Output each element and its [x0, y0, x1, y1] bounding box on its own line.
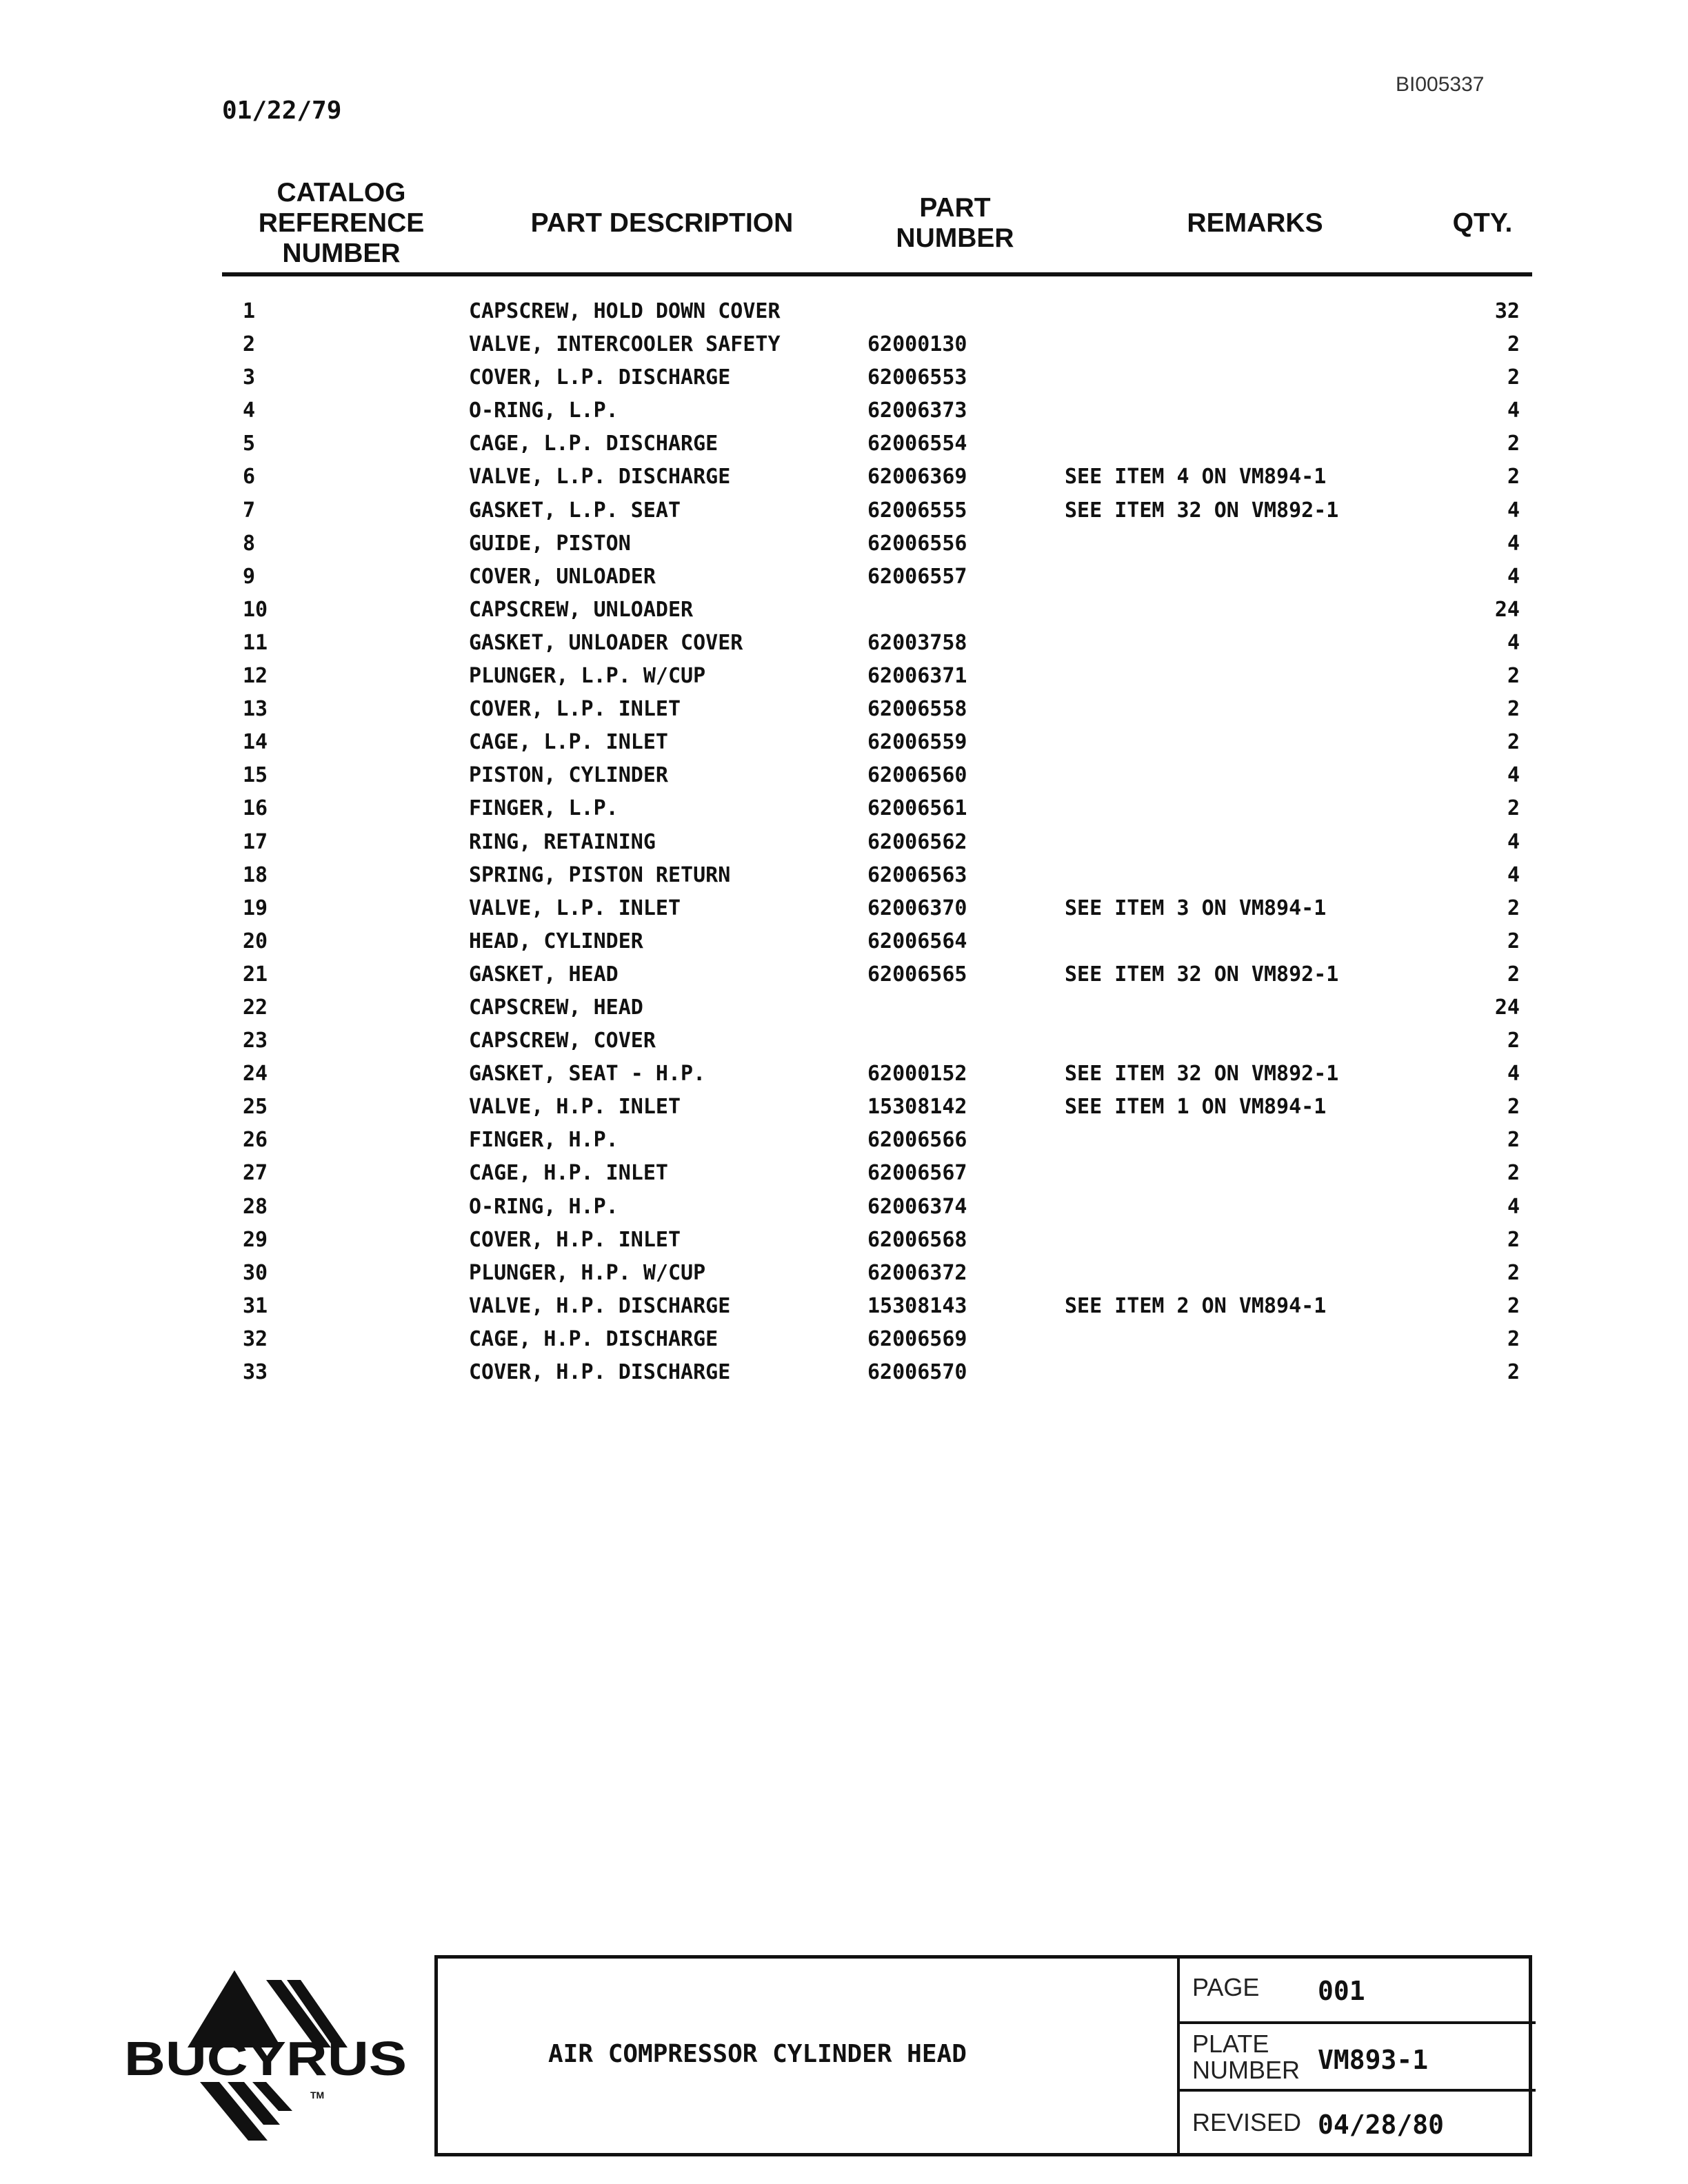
qty-cell: 2 — [1507, 465, 1520, 489]
parts-list — [0, 295, 1688, 1389]
part-description-cell: VALVE, H.P. DISCHARGE — [469, 1293, 731, 1318]
part-number-cell: 62006562 — [867, 829, 967, 854]
catalog-reference-cell: 14 — [243, 730, 268, 755]
plate-number-row — [1180, 2024, 1536, 2092]
table-row — [0, 1058, 1688, 1091]
part-number-cell: 62006554 — [867, 432, 967, 456]
catalog-reference-cell: 29 — [243, 1227, 268, 1252]
part-description-cell: VALVE, L.P. INLET — [469, 896, 681, 920]
table-row — [0, 627, 1688, 660]
table-row — [0, 394, 1688, 427]
remarks-cell: SEE ITEM 4 ON VM894-1 — [1065, 465, 1327, 489]
qty-cell: 2 — [1507, 1227, 1520, 1252]
part-number-cell: 62006555 — [867, 498, 967, 523]
part-number-cell: 15308142 — [867, 1095, 967, 1120]
remarks-cell: SEE ITEM 32 ON VM892-1 — [1065, 498, 1339, 523]
part-description-cell: CAGE, H.P. DISCHARGE — [469, 1326, 719, 1351]
catalog-reference-cell: 2 — [243, 332, 256, 357]
table-row — [0, 925, 1688, 958]
catalog-reference-cell: 11 — [243, 630, 268, 655]
table-row — [0, 1124, 1688, 1157]
qty-cell: 2 — [1507, 1029, 1520, 1053]
part-number-cell: 62006565 — [867, 962, 967, 987]
column-header-part-number: PART NUMBER — [896, 193, 1014, 253]
catalog-reference-cell: 4 — [243, 398, 256, 423]
table-row — [0, 1091, 1688, 1124]
part-number-cell: 62006369 — [867, 465, 967, 489]
part-number-cell: 62006564 — [867, 929, 967, 953]
part-number-cell: 62003758 — [867, 630, 967, 655]
table-row — [0, 427, 1688, 461]
page-row — [1180, 1955, 1536, 2024]
part-description-cell: CAGE, H.P. INLET — [469, 1161, 668, 1186]
catalog-reference-cell: 3 — [243, 365, 256, 390]
table-row — [0, 1290, 1688, 1323]
catalog-reference-cell: 28 — [243, 1194, 268, 1219]
qty-cell: 2 — [1507, 332, 1520, 357]
table-row — [0, 1257, 1688, 1290]
qty-cell: 2 — [1507, 730, 1520, 755]
part-number-cell: 62006568 — [867, 1227, 967, 1252]
catalog-reference-cell: 31 — [243, 1293, 268, 1318]
part-number-cell: 62006570 — [867, 1360, 967, 1384]
qty-cell: 4 — [1507, 1194, 1520, 1219]
catalog-reference-cell: 24 — [243, 1062, 268, 1086]
part-description-cell: O-RING, L.P. — [469, 398, 619, 423]
part-description-cell: PLUNGER, H.P. W/CUP — [469, 1260, 706, 1285]
part-number-cell: 62006557 — [867, 564, 967, 589]
catalog-reference-cell: 25 — [243, 1095, 268, 1120]
table-row — [0, 560, 1688, 594]
remarks-cell: SEE ITEM 32 ON VM892-1 — [1065, 1062, 1339, 1086]
catalog-reference-cell: 32 — [243, 1326, 268, 1351]
part-description-cell: VALVE, INTERCOOLER SAFETY — [469, 332, 781, 357]
qty-cell: 4 — [1507, 531, 1520, 556]
qty-cell: 4 — [1507, 498, 1520, 523]
qty-cell: 2 — [1507, 1360, 1520, 1384]
part-description-cell: VALVE, L.P. DISCHARGE — [469, 465, 731, 489]
part-description-cell: COVER, UNLOADER — [469, 564, 656, 589]
part-number-cell: 62000130 — [867, 332, 967, 357]
document-date: 01/22/79 — [222, 97, 342, 125]
qty-cell: 2 — [1507, 1260, 1520, 1285]
part-description-cell: COVER, L.P. INLET — [469, 697, 681, 722]
table-row — [0, 859, 1688, 892]
part-description-cell: FINGER, H.P. — [469, 1128, 619, 1153]
part-description-cell: SPRING, PISTON RETURN — [469, 862, 731, 887]
header-divider — [222, 272, 1532, 276]
page-label: PAGE — [1192, 1973, 1260, 2001]
part-description-cell: HEAD, CYLINDER — [469, 929, 643, 953]
remarks-cell: SEE ITEM 3 ON VM894-1 — [1065, 896, 1327, 920]
table-row — [0, 660, 1688, 693]
plate-number-label: PLATE NUMBER — [1192, 2030, 1300, 2084]
table-row — [0, 1157, 1688, 1190]
catalog-reference-cell: 15 — [243, 763, 268, 788]
table-row — [0, 527, 1688, 560]
catalog-reference-cell: 33 — [243, 1360, 268, 1384]
part-description-cell: COVER, H.P. DISCHARGE — [469, 1360, 731, 1384]
table-row — [0, 826, 1688, 859]
part-description-cell: VALVE, H.P. INLET — [469, 1095, 681, 1120]
part-description-cell: O-RING, H.P. — [469, 1194, 619, 1219]
part-number-cell: 62006560 — [867, 763, 967, 788]
logo-wordmark: BUCYRUS — [124, 2032, 407, 2085]
logo-trademark: TM — [310, 2090, 325, 2101]
table-row — [0, 295, 1688, 328]
revised-row — [1180, 2092, 1536, 2156]
qty-cell: 2 — [1507, 1161, 1520, 1186]
catalog-reference-cell: 6 — [243, 465, 256, 489]
catalog-reference-cell: 17 — [243, 829, 268, 854]
table-row — [0, 1224, 1688, 1257]
catalog-reference-cell: 30 — [243, 1260, 268, 1285]
part-description-cell: PLUNGER, L.P. W/CUP — [469, 664, 706, 689]
qty-cell: 2 — [1507, 1326, 1520, 1351]
part-number-cell: 62006559 — [867, 730, 967, 755]
part-number-cell: 62006374 — [867, 1194, 967, 1219]
table-row — [0, 693, 1688, 726]
part-description-cell: GASKET, L.P. SEAT — [469, 498, 681, 523]
qty-cell: 24 — [1494, 995, 1520, 1020]
qty-cell: 4 — [1507, 564, 1520, 589]
qty-cell: 4 — [1507, 1062, 1520, 1086]
qty-cell: 2 — [1507, 896, 1520, 920]
qty-cell: 2 — [1507, 1128, 1520, 1153]
table-row — [0, 991, 1688, 1024]
catalog-reference-cell: 9 — [243, 564, 256, 589]
catalog-reference-cell: 7 — [243, 498, 256, 523]
qty-cell: 2 — [1507, 929, 1520, 953]
table-row — [0, 494, 1688, 527]
qty-cell: 2 — [1507, 1095, 1520, 1120]
plate-title: AIR COMPRESSOR CYLINDER HEAD — [548, 2040, 967, 2068]
table-row — [0, 1356, 1688, 1389]
table-row — [0, 958, 1688, 991]
part-number-cell: 62006567 — [867, 1161, 967, 1186]
column-header-catalog-reference: CATALOG REFERENCE NUMBER — [258, 178, 425, 268]
qty-cell: 24 — [1494, 597, 1520, 622]
document-id: BI005337 — [1396, 73, 1485, 96]
title-info-panel — [1177, 1955, 1536, 2156]
part-description-cell: COVER, L.P. DISCHARGE — [469, 365, 731, 390]
part-description-cell: GASKET, UNLOADER COVER — [469, 630, 743, 655]
revised-label: REVISED — [1192, 2108, 1302, 2136]
qty-cell: 2 — [1507, 664, 1520, 689]
part-description-cell: CAPSCREW, HEAD — [469, 995, 643, 1020]
table-row — [0, 1024, 1688, 1058]
table-row — [0, 1323, 1688, 1356]
qty-cell: 4 — [1507, 398, 1520, 423]
qty-cell: 32 — [1494, 299, 1520, 323]
page-value: 001 — [1318, 1976, 1365, 2006]
title-block — [434, 1955, 1532, 2156]
table-row — [0, 361, 1688, 394]
catalog-reference-cell: 8 — [243, 531, 256, 556]
plate-number-value: VM893-1 — [1318, 2045, 1429, 2075]
remarks-cell: SEE ITEM 1 ON VM894-1 — [1065, 1095, 1327, 1120]
table-row — [0, 759, 1688, 792]
qty-cell: 2 — [1507, 697, 1520, 722]
qty-cell: 4 — [1507, 763, 1520, 788]
column-header-qty: QTY. — [1452, 208, 1513, 238]
part-number-cell: 62006371 — [867, 664, 967, 689]
catalog-reference-cell: 22 — [243, 995, 268, 1020]
bucyrus-logo — [124, 1965, 414, 2144]
part-description-cell: GASKET, SEAT - H.P. — [469, 1062, 706, 1086]
catalog-reference-cell: 1 — [243, 299, 256, 323]
catalog-reference-cell: 18 — [243, 862, 268, 887]
part-description-cell: FINGER, L.P. — [469, 796, 619, 821]
part-number-cell: 62006372 — [867, 1260, 967, 1285]
part-number-cell: 62006561 — [867, 796, 967, 821]
catalog-reference-cell: 16 — [243, 796, 268, 821]
table-row — [0, 328, 1688, 361]
part-number-cell: 62006370 — [867, 896, 967, 920]
part-description-cell: RING, RETAINING — [469, 829, 656, 854]
catalog-reference-cell: 23 — [243, 1029, 268, 1053]
part-number-cell: 62000152 — [867, 1062, 967, 1086]
part-description-cell: CAGE, L.P. INLET — [469, 730, 668, 755]
qty-cell: 4 — [1507, 630, 1520, 655]
table-row — [0, 792, 1688, 825]
part-description-cell: PISTON, CYLINDER — [469, 763, 668, 788]
catalog-reference-cell: 12 — [243, 664, 268, 689]
part-number-cell: 62006556 — [867, 531, 967, 556]
part-number-cell: 62006373 — [867, 398, 967, 423]
catalog-reference-cell: 5 — [243, 432, 256, 456]
qty-cell: 4 — [1507, 829, 1520, 854]
table-row — [0, 594, 1688, 627]
part-description-cell: CAGE, L.P. DISCHARGE — [469, 432, 719, 456]
column-header-remarks: REMARKS — [1187, 208, 1323, 238]
table-row — [0, 892, 1688, 925]
part-description-cell: COVER, H.P. INLET — [469, 1227, 681, 1252]
remarks-cell: SEE ITEM 2 ON VM894-1 — [1065, 1293, 1327, 1318]
catalog-reference-cell: 13 — [243, 697, 268, 722]
qty-cell: 2 — [1507, 365, 1520, 390]
qty-cell: 2 — [1507, 1293, 1520, 1318]
part-number-cell: 62006566 — [867, 1128, 967, 1153]
part-number-cell: 15308143 — [867, 1293, 967, 1318]
catalog-reference-cell: 19 — [243, 896, 268, 920]
part-description-cell: CAPSCREW, UNLOADER — [469, 597, 694, 622]
catalog-reference-cell: 20 — [243, 929, 268, 953]
qty-cell: 2 — [1507, 796, 1520, 821]
part-number-cell: 62006569 — [867, 1326, 967, 1351]
catalog-reference-cell: 27 — [243, 1161, 268, 1186]
part-number-cell: 62006553 — [867, 365, 967, 390]
part-description-cell: GASKET, HEAD — [469, 962, 619, 987]
catalog-reference-cell: 10 — [243, 597, 268, 622]
part-description-cell: CAPSCREW, HOLD DOWN COVER — [469, 299, 781, 323]
part-number-cell: 62006563 — [867, 862, 967, 887]
revised-value: 04/28/80 — [1318, 2110, 1445, 2140]
part-description-cell: CAPSCREW, COVER — [469, 1029, 656, 1053]
qty-cell: 2 — [1507, 962, 1520, 987]
part-number-cell: 62006558 — [867, 697, 967, 722]
catalog-reference-cell: 26 — [243, 1128, 268, 1153]
table-row — [0, 461, 1688, 494]
column-header-part-description: PART DESCRIPTION — [530, 208, 794, 238]
table-row — [0, 1191, 1688, 1224]
table-row — [0, 726, 1688, 759]
catalog-reference-cell: 21 — [243, 962, 268, 987]
qty-cell: 2 — [1507, 432, 1520, 456]
remarks-cell: SEE ITEM 32 ON VM892-1 — [1065, 962, 1339, 987]
qty-cell: 4 — [1507, 862, 1520, 887]
part-description-cell: GUIDE, PISTON — [469, 531, 631, 556]
